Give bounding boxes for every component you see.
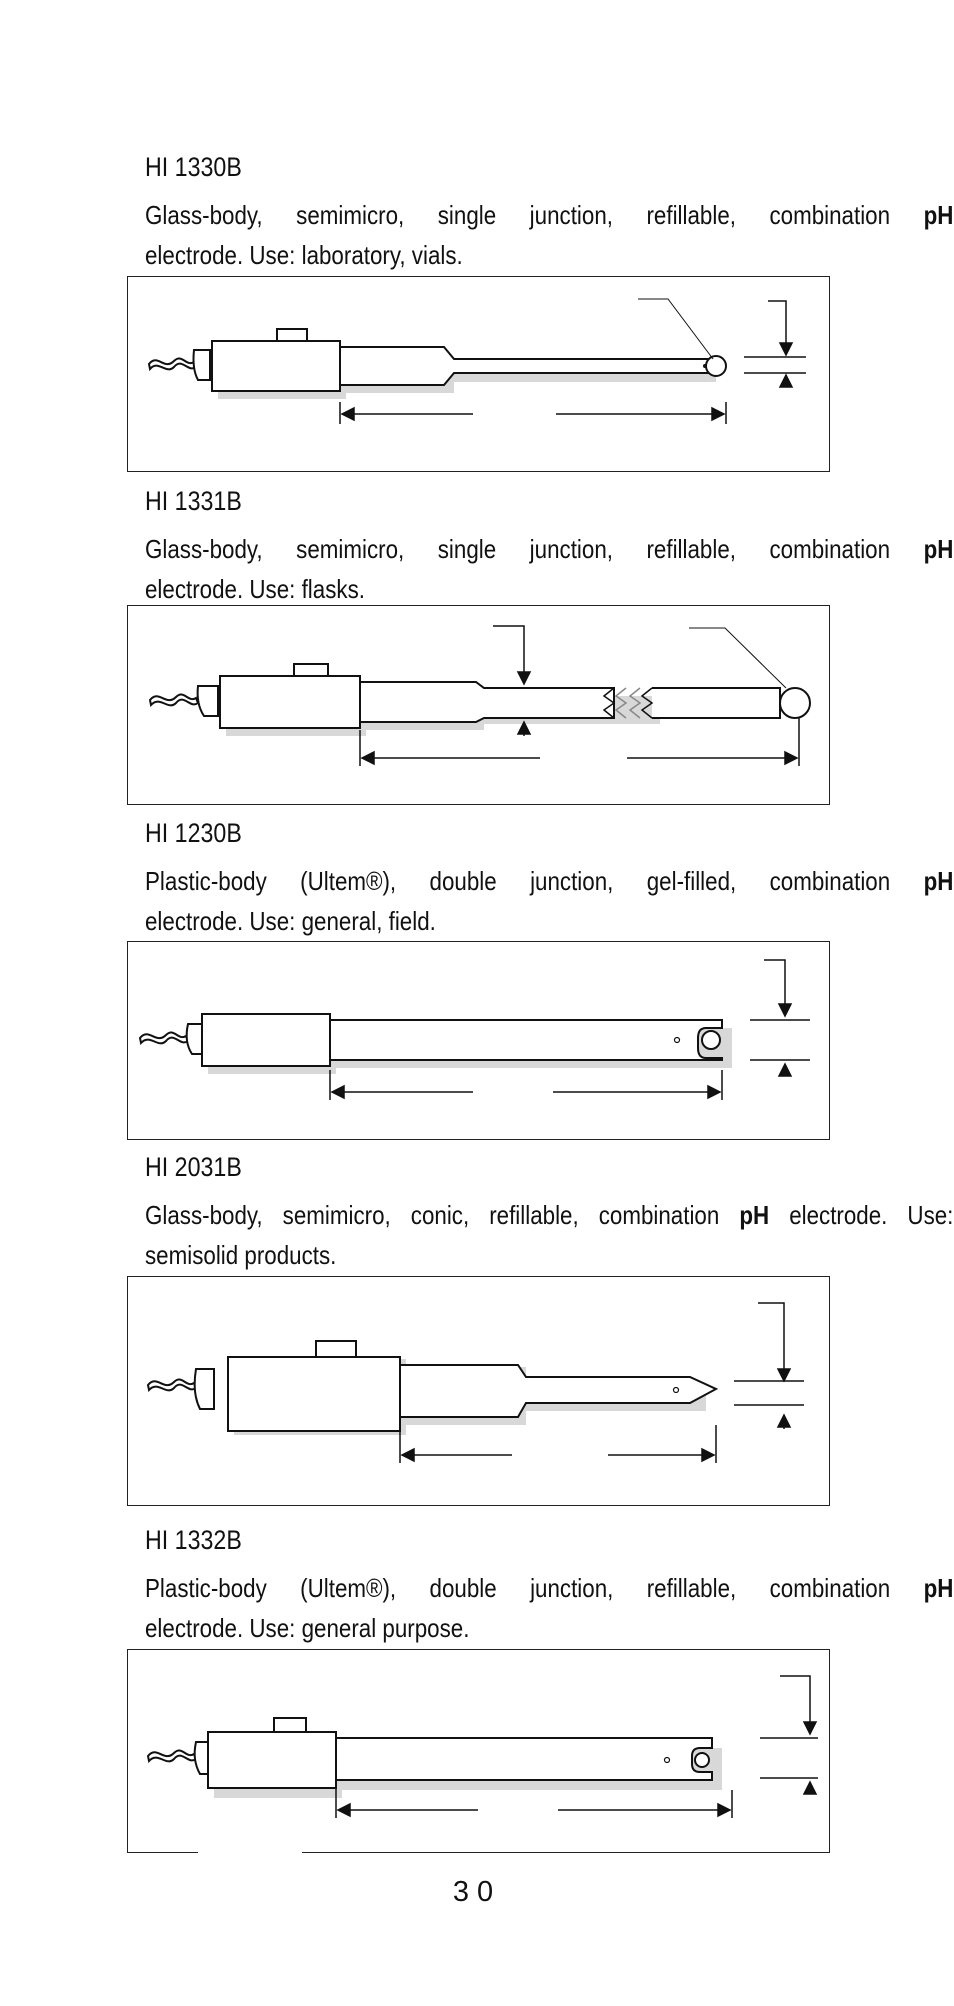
description-line-1: Glass-body, semimicro, conic, refillable, combination pH electrode. Use: <box>145 1200 954 1230</box>
entry-title: HI 1230B <box>145 818 242 848</box>
electrode-diagram-hi2031b <box>127 1276 830 1506</box>
entry-title: HI 1330B <box>145 152 242 182</box>
description-line-2: electrode. Use: general purpose. <box>145 1613 470 1643</box>
entry-description <box>145 195 953 275</box>
entry-title: HI 1331B <box>145 486 242 516</box>
frame-gap <box>198 1846 302 1858</box>
entry-description <box>145 529 953 609</box>
entry-title: HI 1332B <box>145 1525 242 1555</box>
description-line-2: semisolid products. <box>145 1240 337 1270</box>
description-line-1: Plastic-body (Ultem®), double junction, gel-filled, combination pH <box>145 866 954 896</box>
entry-description <box>145 1568 953 1648</box>
electrode-diagram-hi1331b <box>127 605 830 805</box>
description-line-2: electrode. Use: general, field. <box>145 906 436 936</box>
description-line-1: Glass-body, semimicro, single junction, refillable, combination pH <box>145 200 954 230</box>
page-number: 30 <box>452 1876 502 1908</box>
description-line-1: Glass-body, semimicro, single junction, refillable, combination pH <box>145 534 954 564</box>
description-line-2: electrode. Use: flasks. <box>145 574 365 604</box>
entry-title: HI 2031B <box>145 1152 242 1182</box>
electrode-diagram-hi1332b <box>127 1649 830 1853</box>
electrode-diagram-hi1330b <box>127 276 830 472</box>
electrode-diagram-hi1230b <box>127 941 830 1140</box>
description-line-1: Plastic-body (Ultem®), double junction, refillable, combination pH <box>145 1573 954 1603</box>
entry-description <box>145 861 953 941</box>
entry-description <box>145 1195 953 1275</box>
description-line-2: electrode. Use: laboratory, vials. <box>145 240 463 270</box>
